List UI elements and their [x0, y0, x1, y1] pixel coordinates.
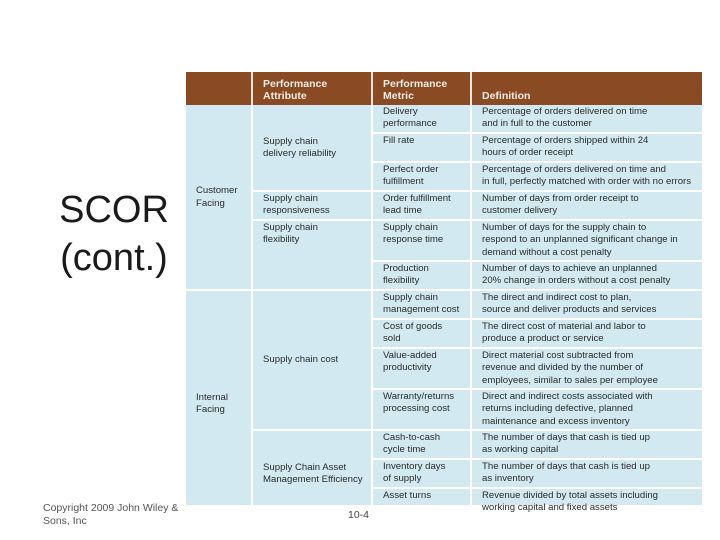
metric-cell	[372, 348, 471, 389]
metric-line-2: lead time	[383, 205, 422, 217]
metric-line-2: management cost	[383, 304, 460, 316]
definition-line-1: The number of days that cash is tied up	[482, 461, 650, 472]
definition-cell	[471, 319, 702, 348]
header-attribute-line-1: Performance	[263, 78, 328, 90]
group-internal-facing	[186, 290, 252, 517]
metric-line-1: Delivery	[383, 106, 418, 117]
metric-line-1: Supply chain	[383, 292, 438, 303]
header-metric-line-1: Performance	[383, 78, 448, 90]
metric-line-1: Order fulfillment	[383, 193, 451, 204]
attribute-responsiveness	[252, 191, 372, 220]
definition-cell	[471, 459, 702, 488]
metric-cell	[372, 319, 471, 348]
metric-line-1: Perfect order	[383, 164, 439, 175]
slide-title-line-1: SCOR	[59, 189, 169, 231]
attribute-line-1: Supply chain	[263, 135, 318, 147]
definition-line-2: returns including defective, planned	[482, 403, 633, 415]
copyright-line-2: Sons, Inc	[43, 515, 87, 527]
metric-line-1: Supply chain	[383, 222, 438, 233]
header-performance-metric	[372, 72, 471, 105]
metric-cell	[372, 430, 471, 459]
group-label-line-2: Facing	[196, 404, 225, 415]
metric-cell	[372, 459, 471, 488]
definition-line-2: as inventory	[482, 473, 534, 485]
definition-line-1: Direct and indirect costs associated with	[482, 391, 653, 402]
metric-line-2: processing cost	[383, 403, 450, 415]
metric-cell	[372, 133, 471, 162]
table-header-row	[186, 72, 702, 105]
group-label-line-1: Internal	[196, 391, 228, 403]
attribute-line-1: Supply chain	[263, 193, 318, 204]
attribute-flexibility	[252, 220, 372, 290]
definition-line-2: 20% change in orders without a cost penalty	[482, 275, 671, 287]
definition-cell	[471, 389, 702, 430]
metric-line-1: Cost of goods	[383, 321, 443, 332]
attribute-asset-management	[252, 430, 372, 517]
definition-line-1: Number of days for the supply chain to	[482, 222, 647, 233]
metric-line-1: Production	[383, 263, 429, 274]
metric-cell	[372, 162, 471, 191]
definition-line-1: Revenue divided by total assets including	[482, 490, 658, 501]
definition-line-2: hours of order receipt	[482, 147, 574, 159]
metric-cell	[372, 290, 471, 319]
group-label-line-2: Facing	[196, 197, 225, 209]
attribute-line-2: delivery reliability	[263, 148, 337, 159]
attribute-delivery-reliability	[252, 105, 372, 191]
definition-cell	[471, 348, 702, 389]
copyright-line-1: Copyright 2009 John Wiley &	[43, 502, 179, 514]
header-definition	[471, 72, 702, 105]
attribute-line-1: Supply chain cost	[263, 354, 339, 366]
metric-line-2: performance	[383, 118, 437, 130]
table-row	[186, 191, 702, 220]
definition-line-1: Percentage of orders shipped within 24	[482, 135, 649, 146]
group-customer-facing	[186, 105, 252, 290]
scor-metrics-table	[186, 72, 702, 514]
header-attribute-line-2: Attribute	[263, 90, 307, 102]
metric-line-2: cycle time	[383, 444, 426, 456]
metric-cell	[372, 488, 471, 517]
definition-line-1: The direct cost of material and labor to	[482, 321, 646, 332]
definition-cell	[471, 290, 702, 319]
metric-cell	[372, 389, 471, 430]
table-row	[186, 430, 702, 459]
header-group-blank	[186, 72, 252, 105]
metric-cell	[372, 105, 471, 133]
definition-line-1: Number of days to achieve an unplanned	[482, 263, 657, 274]
metric-cell	[372, 220, 471, 261]
metric-line-1: Inventory days	[383, 461, 446, 472]
definition-line-2: and in full to the customer	[482, 118, 592, 130]
header-metric-line-2: Metric	[383, 90, 414, 102]
definition-line-1: Percentage of orders delivered on time	[482, 106, 648, 117]
metric-line-1: Cash-to-cash	[383, 432, 441, 443]
slide-title	[40, 186, 188, 282]
definition-line-1: Number of days from order receipt to	[482, 193, 639, 204]
definition-line-3: demand without a cost penalty	[482, 246, 612, 258]
metric-line-2: productivity	[383, 362, 432, 374]
definition-line-1: The number of days that cash is tied up	[482, 432, 650, 443]
attribute-supply-chain-cost	[252, 290, 372, 430]
table-row	[186, 105, 702, 133]
definition-line-2: respond to an unplanned significant change in	[482, 234, 678, 246]
definition-cell	[471, 133, 702, 162]
definition-cell	[471, 430, 702, 459]
attribute-line-2: Management Efficiency	[263, 474, 363, 485]
definition-line-3: maintenance and excess inventory	[482, 415, 630, 427]
definition-cell	[471, 220, 702, 261]
metric-cell	[372, 191, 471, 220]
metric-line-2: response time	[383, 234, 444, 246]
definition-cell	[471, 488, 702, 517]
definition-cell	[471, 261, 702, 290]
table-row	[186, 220, 702, 261]
definition-cell	[471, 162, 702, 191]
header-performance-attribute	[252, 72, 372, 105]
slide-title-line-2: (cont.)	[60, 237, 168, 279]
metric-line-1: Fill rate	[383, 135, 415, 146]
attribute-line-1: Supply chain	[263, 222, 318, 233]
definition-line-2: in full, perfectly matched with order with no errors	[482, 176, 692, 188]
copyright-notice	[43, 502, 193, 528]
definition-line-1: Percentage of orders delivered on time and	[482, 164, 666, 175]
group-label-line-1: Customer	[196, 185, 238, 197]
metric-cell	[372, 261, 471, 290]
attribute-line-2: responsiveness	[263, 205, 330, 217]
metric-line-1: Asset turns	[383, 490, 431, 501]
definition-line-1: The direct and indirect cost to plan,	[482, 292, 632, 303]
definition-line-2: revenue and divided by the number of	[482, 362, 644, 374]
definition-line-2: as working capital	[482, 444, 559, 456]
definition-cell	[471, 105, 702, 133]
definition-line-3: employees, similar to sales per employee	[482, 374, 658, 386]
page-number: 10-4	[348, 509, 370, 521]
metric-line-2: sold	[383, 333, 401, 345]
definition-line-2: working capital and fixed assets	[482, 502, 618, 514]
definition-cell	[471, 191, 702, 220]
attribute-line-1: Supply Chain Asset	[263, 461, 347, 473]
metric-line-1: Warranty/returns	[383, 391, 455, 402]
metric-line-2: fulfillment	[383, 176, 424, 188]
definition-line-1: Direct material cost subtracted from	[482, 350, 634, 361]
table-row	[186, 290, 702, 319]
attribute-line-2: flexibility	[263, 234, 300, 246]
metric-line-2: flexibility	[383, 275, 420, 287]
metric-line-2: of supply	[383, 473, 422, 485]
definition-line-2: customer delivery	[482, 205, 558, 217]
metric-line-1: Value-added	[383, 350, 437, 361]
header-definition-label: Definition	[482, 90, 531, 102]
definition-line-2: source and deliver products and services	[482, 304, 657, 316]
definition-line-2: produce a product or service	[482, 333, 604, 345]
